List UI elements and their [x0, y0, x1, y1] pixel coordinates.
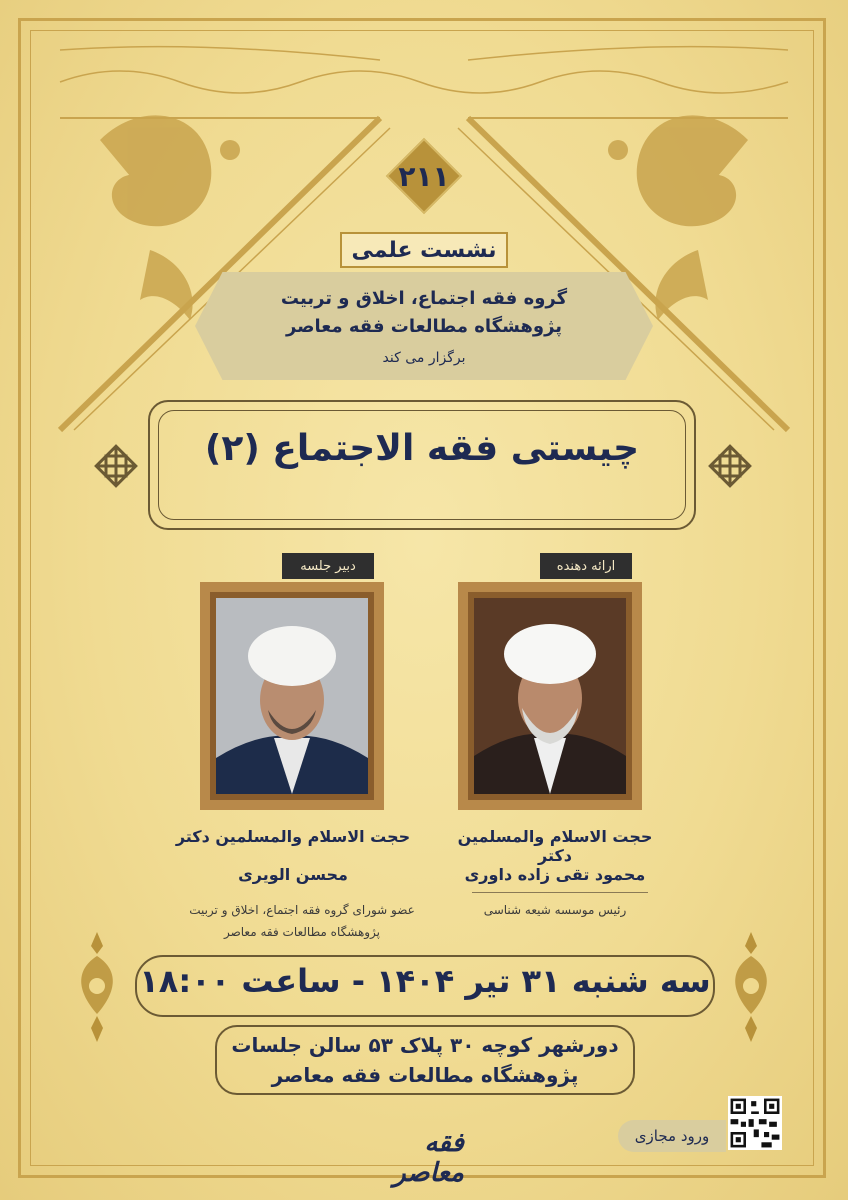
date-time: سه شنبه ۳۱ تیر ۱۴۰۴ - ساعت ۱۸:۰۰ [139, 962, 711, 1000]
ornamental-medallion-icon [724, 932, 778, 1042]
moderator-photo [216, 598, 368, 794]
session-number-badge [388, 140, 460, 212]
qr-code-icon[interactable] [728, 1096, 782, 1150]
address-institute: پژوهشگاه مطالعات فقه معاصر [271, 1063, 579, 1087]
presenter-role-tag: ارائه دهنده [540, 553, 632, 579]
presenter-description: رئیس موسسه شیعه شناسی [483, 903, 627, 917]
presenter-name: محمود تقی زاده داوری [464, 865, 646, 884]
ornamental-medallion-icon [70, 932, 124, 1042]
organizer-institute: پژوهشگاه مطالعات فقه معاصر [285, 316, 563, 337]
presenter-divider [472, 892, 648, 893]
presenter-photo [474, 598, 626, 794]
knot-icon [706, 442, 754, 490]
moderator-role-tag: دبیر جلسه [282, 553, 374, 579]
moderator-name: محسن الویری [238, 865, 348, 884]
moderator-description-institute: پژوهشگاه مطالعات فقه معاصر [223, 925, 381, 939]
series-title: نشست علمی [340, 232, 508, 268]
virtual-entry-label[interactable]: ورود مجازی [618, 1120, 726, 1152]
session-number: ۲۱۱ [398, 159, 450, 193]
moderator-photo-frame [200, 582, 384, 810]
organizer-group: گروه فقه اجتماع، اخلاق و تربیت [280, 288, 568, 309]
knot-icon [92, 442, 140, 490]
presenter-photo-frame [458, 582, 642, 810]
main-title: چیستی فقه الاجتماع (۲) [204, 428, 640, 469]
logo-icon: فقه معاصر [393, 1128, 464, 1188]
address-street: دورشهر کوچه ۳۰ پلاک ۵۳ سالن جلسات [231, 1033, 619, 1057]
presenter-title: حجت الاسلام والمسلمین دکتر [457, 827, 653, 865]
moderator-description: عضو شورای گروه فقه اجتماع، اخلاق و تربیت [189, 903, 415, 917]
moderator-title: حجت الاسلام والمسلمین دکتر [175, 827, 411, 846]
organizer-holds: برگزار می کند [382, 350, 466, 366]
